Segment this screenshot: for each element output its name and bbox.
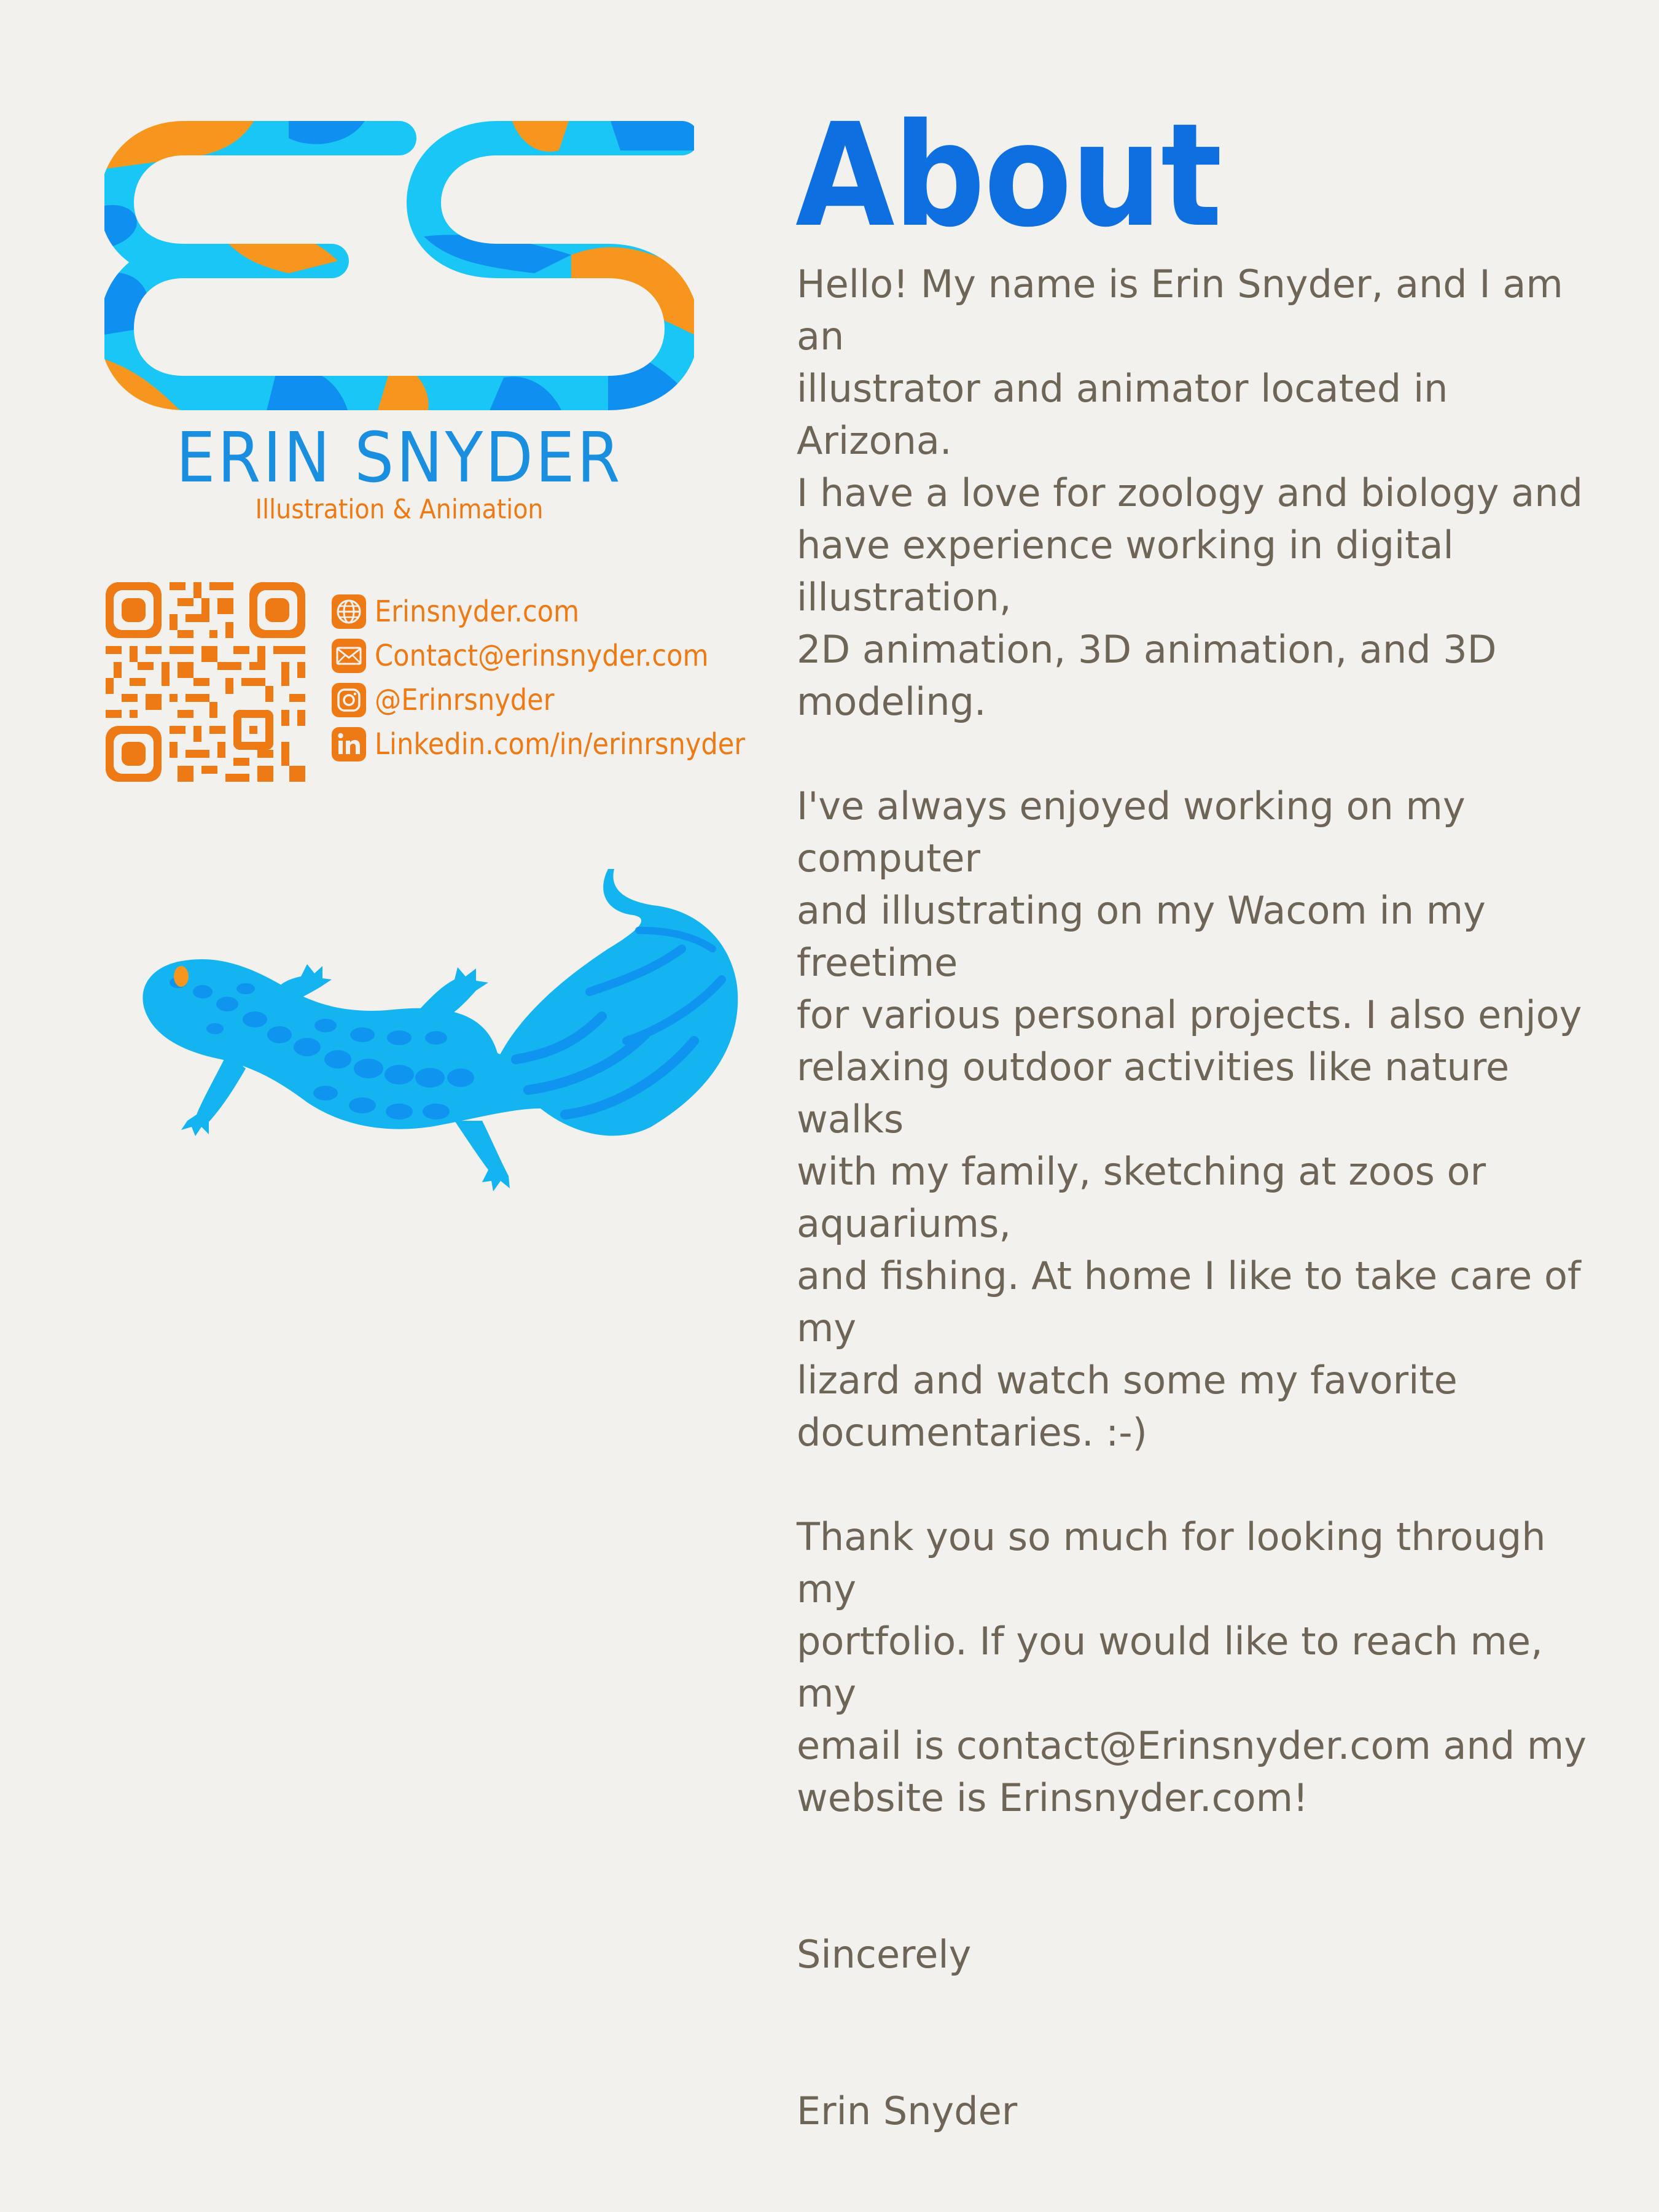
- gecko-eye: [174, 966, 189, 987]
- about-signature: Erin Snyder: [797, 2089, 1018, 2133]
- instagram-icon: [330, 682, 367, 719]
- contact-instagram[interactable]: [330, 678, 745, 722]
- contact-website-text: Erinsnyder.com: [375, 594, 580, 629]
- mail-icon: [330, 637, 367, 674]
- es-monogram-logo: [104, 114, 694, 421]
- contact-linkedin[interactable]: [330, 722, 745, 766]
- contact-email-text: Contact@erinsnyder.com: [375, 639, 709, 673]
- globe-icon: [330, 593, 367, 630]
- linkedin-icon: [330, 726, 367, 763]
- about-paragraph-contact: Thank you so much for looking through my portfolio. If you would like to reach me, my email is contact@Erinsnyder.com and my website is Erinsnyder.com!: [797, 1514, 1587, 1820]
- brand-tagline: Illustration & Animation: [255, 494, 544, 525]
- page-title: About: [795, 93, 1221, 259]
- brand-name: ERIN SNYDER: [176, 418, 623, 498]
- about-paragraph-hobbies: I've always enjoyed working on my computer and illustrating on my Wacom in my freetime for various personal projects. I also enjoy relaxing outdoor activities like nature walks with my family, sketching at zoos or aquariums, and fishing. At home I like to take care of my lizard and watch some my favorite documentaries. :-): [797, 784, 1582, 1455]
- contact-email[interactable]: [330, 634, 745, 678]
- gecko-illustration: [123, 857, 755, 1225]
- about-paragraph-intro: Hello! My name is Erin Snyder, and I am an illustrator and animator located in Arizona. I have a love for zoology and biology and have experience working in digital illustration, 2D animation, 3D animation, and 3D modeling.: [797, 262, 1583, 724]
- contact-website[interactable]: [330, 590, 745, 634]
- contact-instagram-text: @Erinrsnyder: [375, 683, 555, 717]
- contact-list: [330, 590, 745, 766]
- qr-code[interactable]: [106, 582, 305, 782]
- contact-linkedin-text: Linkedin.com/in/erinrsnyder: [375, 727, 746, 761]
- about-closing: Sincerely: [797, 1932, 972, 1977]
- about-body: [797, 258, 1614, 2137]
